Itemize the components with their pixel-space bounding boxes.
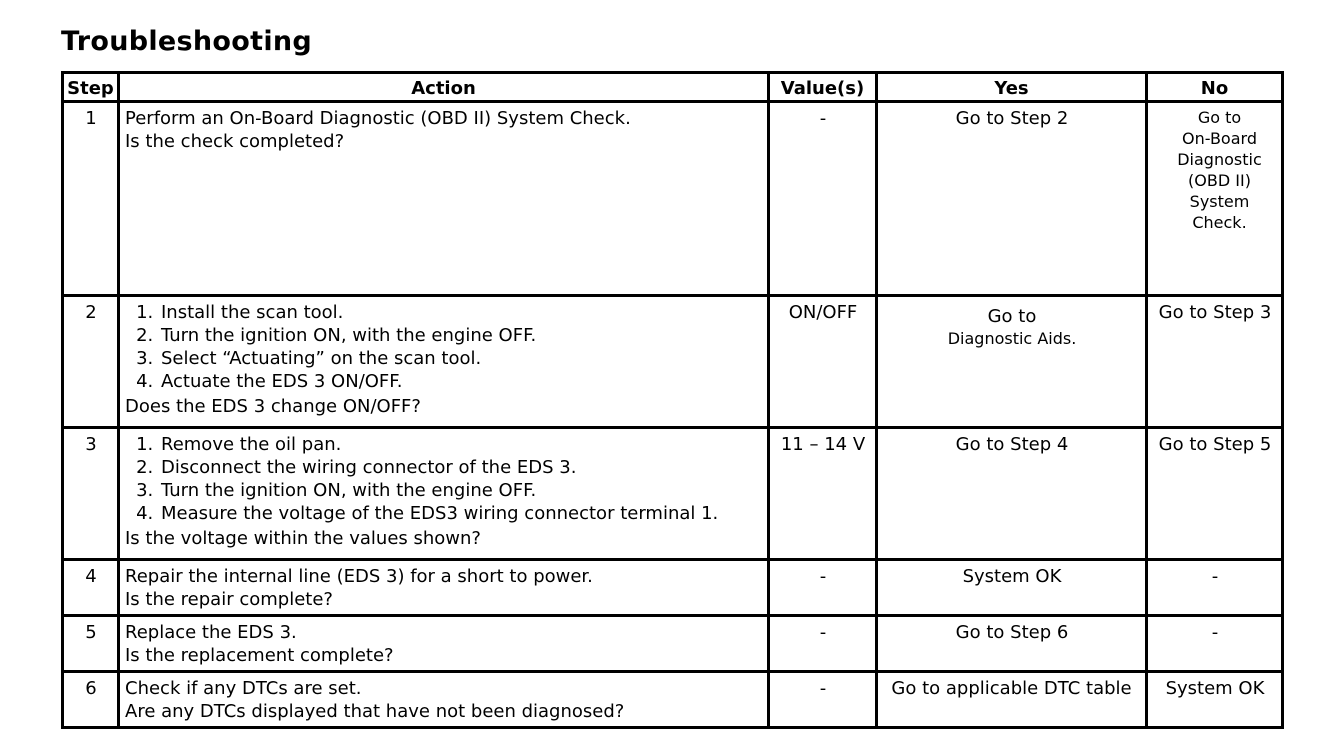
yes-line: Go to bbox=[987, 306, 1037, 327]
action-question: Are any DTCs displayed that have not been diagnosed? bbox=[125, 701, 625, 722]
no-cell: - bbox=[1147, 560, 1283, 616]
step-number: 6 bbox=[63, 672, 119, 728]
yes-line: Diagnostic Aids. bbox=[947, 329, 1077, 348]
action-text: Replace the EDS 3. bbox=[125, 622, 297, 643]
value-cell: - bbox=[769, 616, 877, 672]
action-cell bbox=[119, 296, 769, 428]
table-row bbox=[63, 296, 1283, 428]
action-step-item: 3. Select “Actuating” on the scan tool. bbox=[159, 347, 763, 370]
table-row bbox=[63, 560, 1283, 616]
action-step-item: 1. Remove the oil pan. bbox=[159, 433, 763, 456]
action-question: Is the repair complete? bbox=[125, 589, 333, 610]
value-cell: - bbox=[769, 672, 877, 728]
table-row bbox=[63, 428, 1283, 560]
yes-cell: Go to Step 6 bbox=[877, 616, 1147, 672]
action-cell bbox=[119, 672, 769, 728]
header-action: Action bbox=[119, 73, 769, 102]
table-row bbox=[63, 672, 1283, 728]
no-line: Check. bbox=[1192, 213, 1247, 232]
no-line: (OBD II) bbox=[1188, 171, 1251, 190]
step-number: 4 bbox=[63, 560, 119, 616]
no-cell: - bbox=[1147, 616, 1283, 672]
action-text: Check if any DTCs are set. bbox=[125, 678, 362, 699]
action-step-item: 4. Measure the voltage of the EDS3 wiring connector terminal 1. bbox=[159, 502, 763, 525]
yes-cell: System OK bbox=[877, 560, 1147, 616]
action-question: Does the EDS 3 change ON/OFF? bbox=[125, 396, 421, 417]
yes-cell bbox=[877, 296, 1147, 428]
action-step-item: 2. Turn the ignition ON, with the engine OFF. bbox=[159, 324, 763, 347]
action-text: Repair the internal line (EDS 3) for a short to power. bbox=[125, 566, 593, 587]
header-yes: Yes bbox=[877, 73, 1147, 102]
no-line: Diagnostic bbox=[1177, 150, 1262, 169]
action-cell bbox=[119, 428, 769, 560]
action-cell bbox=[119, 560, 769, 616]
table-row bbox=[63, 616, 1283, 672]
value-cell: ON/OFF bbox=[769, 296, 877, 428]
table-header-row bbox=[63, 73, 1283, 102]
action-text: Perform an On-Board Diagnostic (OBD II) System Check. bbox=[125, 108, 631, 129]
action-steps bbox=[125, 433, 763, 525]
page-title: Troubleshooting bbox=[61, 26, 313, 57]
step-number: 5 bbox=[63, 616, 119, 672]
action-question: Is the check completed? bbox=[125, 131, 345, 152]
header-step: Step bbox=[63, 73, 119, 102]
no-cell: System OK bbox=[1147, 672, 1283, 728]
step-number: 3 bbox=[63, 428, 119, 560]
no-cell: Go to Step 3 bbox=[1147, 296, 1283, 428]
action-question: Is the voltage within the values shown? bbox=[125, 528, 481, 549]
action-cell bbox=[119, 616, 769, 672]
action-step-item: 3. Turn the ignition ON, with the engine OFF. bbox=[159, 479, 763, 502]
no-cell: Go to Step 5 bbox=[1147, 428, 1283, 560]
no-line: On-Board bbox=[1182, 129, 1257, 148]
value-cell: 11 – 14 V bbox=[769, 428, 877, 560]
action-step-item: 2. Disconnect the wiring connector of the EDS 3. bbox=[159, 456, 763, 479]
step-number: 1 bbox=[63, 102, 119, 296]
step-number: 2 bbox=[63, 296, 119, 428]
troubleshooting-table bbox=[61, 71, 1284, 729]
no-line: Go to bbox=[1197, 108, 1242, 127]
action-step-item: 4. Actuate the EDS 3 ON/OFF. bbox=[159, 370, 763, 393]
yes-cell: Go to applicable DTC table bbox=[877, 672, 1147, 728]
value-cell: - bbox=[769, 102, 877, 296]
action-cell bbox=[119, 102, 769, 296]
yes-cell: Go to Step 4 bbox=[877, 428, 1147, 560]
table-row bbox=[63, 102, 1283, 296]
no-cell bbox=[1147, 102, 1283, 296]
header-values: Value(s) bbox=[769, 73, 877, 102]
action-question: Is the replacement complete? bbox=[125, 645, 394, 666]
action-step-item: 1. Install the scan tool. bbox=[159, 301, 763, 324]
header-no: No bbox=[1147, 73, 1283, 102]
yes-cell: Go to Step 2 bbox=[877, 102, 1147, 296]
action-steps bbox=[125, 301, 763, 393]
value-cell: - bbox=[769, 560, 877, 616]
no-line: System bbox=[1189, 192, 1250, 211]
